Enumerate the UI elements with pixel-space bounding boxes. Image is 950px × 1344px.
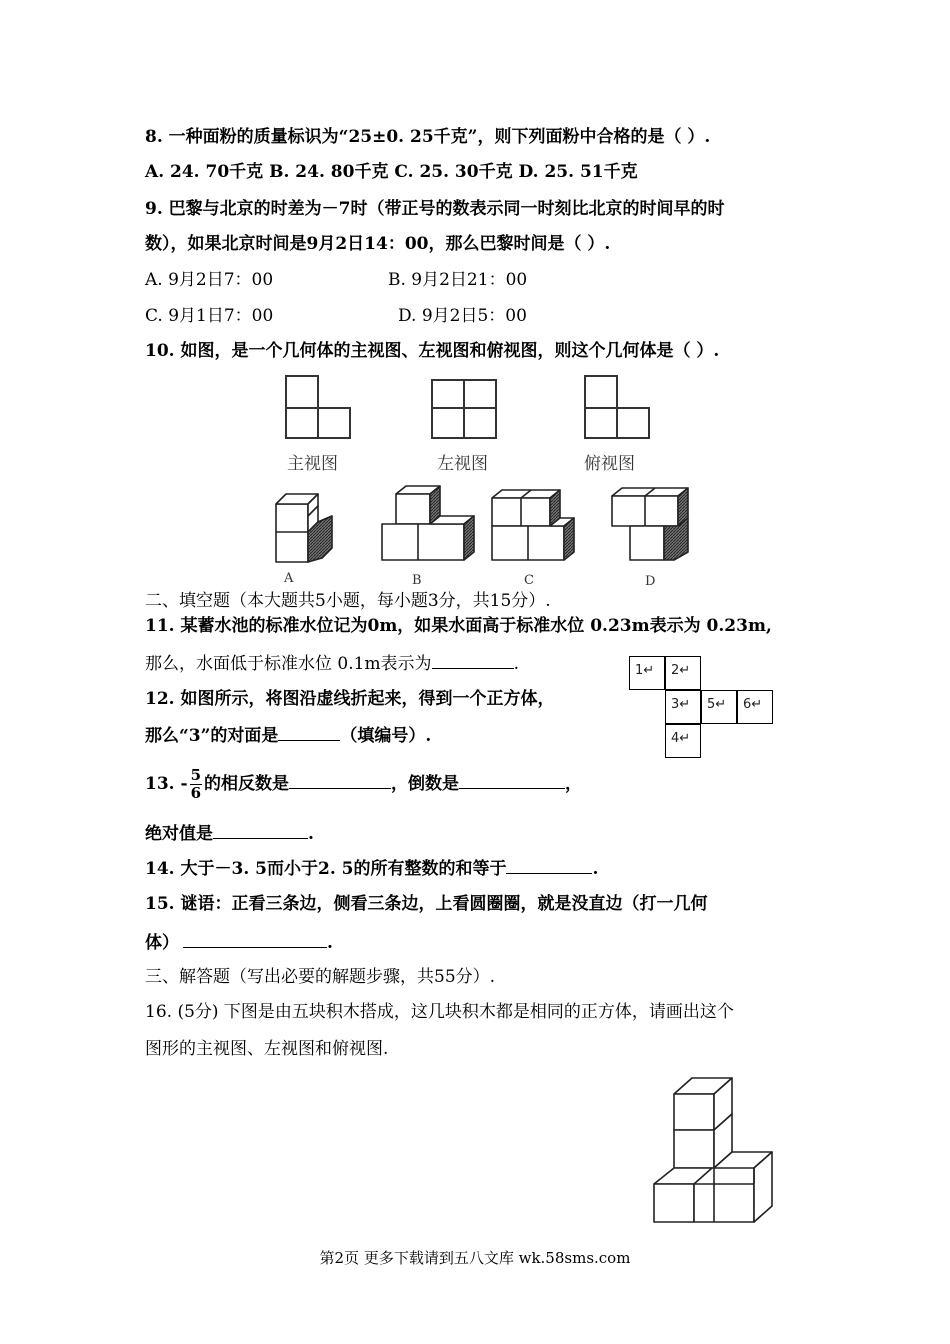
solid-d (612, 488, 688, 560)
section-3-title: 三、解答题（写出必要的解题步骤，共55分）. (145, 967, 496, 987)
q10-stem: 10. 如图，是一个几何体的主视图、左视图和俯视图，则这个几何体是（ ）. (145, 341, 720, 361)
q15-answer-blank[interactable] (183, 929, 327, 948)
q14-answer-blank[interactable] (506, 855, 592, 874)
q12-line2 (145, 722, 431, 748)
net-cell-3: 3↵ (665, 690, 701, 724)
q16-solid-figure (650, 1072, 780, 1227)
q12-line1: 12. 如图所示，将图沿虚线折起来，得到一个正方体， (145, 689, 555, 709)
q12-line2-prefix: 那么“3”的对面是 (145, 726, 279, 746)
net-cell-6: 6↵ (737, 690, 773, 724)
q13-opposite-blank[interactable] (289, 770, 391, 789)
net-cell-4: 4↵ (665, 724, 701, 758)
q14-prefix: 14. 大于－3. 5而小于2. 5的所有整数的和等于 (145, 859, 507, 879)
q9-option-c: C. 9月1日7：00 (145, 306, 274, 326)
q13-fraction (190, 767, 202, 802)
q11-line2 (145, 650, 519, 676)
q13-line1 (145, 764, 582, 804)
q15-line1: 15. 谜语：正看三条边，侧看三条边，上看圆圈圈，就是没直边（打一几何 (145, 894, 708, 914)
q13-fraction-denominator: 6 (190, 784, 201, 802)
q13-mid1: 的相反数是 (204, 774, 289, 794)
top-view-diagram (585, 376, 649, 438)
q16-line1: 16. (5分) 下图是由五块积木搭成，这几块积木都是相同的正方体，请画出这个 (145, 1002, 734, 1022)
left-view-caption: 左视图 (437, 454, 488, 474)
net-cell-2: 2↵ (665, 656, 701, 690)
solid-c-label: C (524, 573, 534, 588)
top-view-caption: 俯视图 (584, 454, 635, 474)
q9-option-a: A. 9月2日7：00 (145, 270, 274, 290)
q13-line2-prefix: 绝对值是 (145, 824, 213, 844)
front-view-caption: 主视图 (287, 454, 338, 474)
q13-absolute-blank[interactable] (213, 820, 308, 839)
q12-line2-suffix: （填编号）. (340, 726, 432, 746)
solid-b-label: B (412, 573, 422, 588)
left-view-diagram (432, 380, 496, 438)
q15-line2-prefix: 体） (145, 933, 179, 953)
three-views-figure (280, 372, 660, 442)
q14-line (145, 855, 598, 881)
solid-a-label: A (284, 571, 294, 586)
q12-answer-blank[interactable] (278, 722, 340, 741)
page-footer: 第2页 更多下载请到五八文库 wk.58sms.com (319, 1249, 631, 1267)
q13-line2 (145, 820, 314, 846)
q11-line2-prefix: 那么，水面低于标准水位 0.1m表示为 (145, 654, 432, 674)
q13-reciprocal-blank[interactable] (459, 770, 565, 789)
q9-option-d: D. 9月2日5：00 (398, 306, 527, 326)
q11-line1: 11. 某蓄水池的标准水位记为0m，如果水面高于标准水位 0.23m表示为 0.23m, (145, 616, 772, 636)
solid-choices-figure (268, 482, 698, 572)
front-view-diagram (286, 376, 350, 438)
q13-prefix: 13. - (145, 774, 188, 794)
q9-option-b: B. 9月2日21：00 (388, 270, 528, 290)
net-cell-5: 5↵ (701, 690, 737, 724)
q15-line2-suffix: . (327, 933, 333, 953)
section-2-title: 二、填空题（本大题共5小题，每小题3分，共15分）. (145, 591, 551, 611)
q16-line2: 图形的主视图、左视图和俯视图. (145, 1039, 389, 1059)
q9-stem-line2: 数），如果北京时间是9月2日14：00，那么巴黎时间是（ ）. (145, 234, 611, 254)
q14-suffix: . (592, 859, 599, 879)
q11-answer-blank[interactable] (432, 650, 514, 669)
solid-d-label: D (645, 574, 656, 589)
q8-options: A. 24. 70千克 B. 24. 80千克 C. 25. 30千克 D. 25. 51千克 (145, 162, 638, 182)
q9-stem-line1: 9. 巴黎与北京的时差为－7时（带正号的数表示同一时刻比北京的时间早的时 (145, 199, 725, 219)
q8-stem: 8. 一种面粉的质量标识为“25±0. 25千克”，则下列面粉中合格的是（ ）. (145, 127, 711, 147)
q13-mid2: ，倒数是 (391, 774, 459, 794)
q11-line2-suffix: . (513, 654, 519, 674)
q13-fraction-numerator: 5 (190, 766, 201, 784)
net-cell-1: 1↵ (629, 656, 665, 690)
solid-b (382, 486, 474, 560)
q13-end1: ， (565, 774, 582, 794)
solid-c (492, 490, 574, 560)
solid-a (276, 494, 332, 562)
q13-line2-suffix: . (308, 824, 314, 844)
q15-line2 (145, 929, 333, 955)
